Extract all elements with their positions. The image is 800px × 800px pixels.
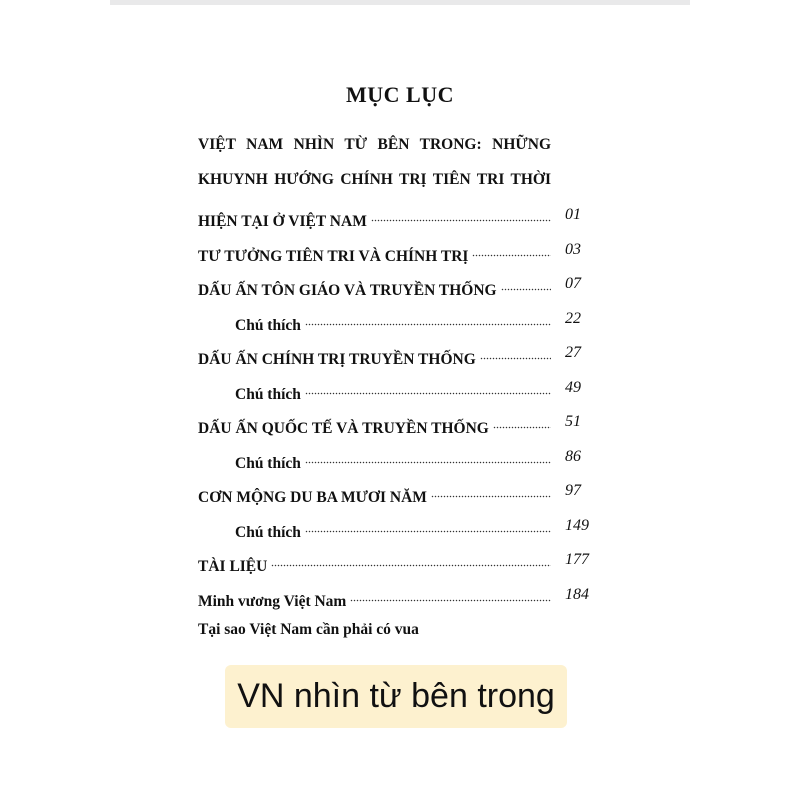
toc-entry-label: Chú thích <box>235 386 301 403</box>
toc-entry-page: 97 <box>565 482 581 499</box>
toc-entry <box>198 342 598 368</box>
toc-entry-page: 49 <box>565 379 581 396</box>
dot-leader <box>350 584 551 606</box>
dot-leader <box>493 411 551 433</box>
toc-entry-page: 86 <box>565 448 581 465</box>
toc-entry-label: Chú thích <box>235 317 301 334</box>
dot-leader <box>501 273 551 295</box>
top-border-bar <box>110 0 690 5</box>
caption-banner <box>225 665 567 728</box>
page-title: MỤC LỤC <box>346 82 454 107</box>
toc-entry-page: 01 <box>565 206 581 223</box>
toc-entry-label: Tại sao Việt Nam cần phải có vua <box>198 621 419 638</box>
toc-entry-notes <box>198 377 598 403</box>
toc-entry-page: 149 <box>565 517 589 534</box>
toc-entry <box>198 480 598 506</box>
toc-intro-line-2: KHUYNH HƯỚNG CHÍNH TRỊ TIÊN TRI THỜI <box>198 171 551 188</box>
toc-entry-label: DẤU ẤN CHÍNH TRỊ TRUYỀN THỐNG <box>198 351 476 368</box>
toc-entry-label: DẤU ẤN TÔN GIÁO VÀ TRUYỀN THỐNG <box>198 282 497 299</box>
toc-entry-page: 51 <box>565 413 581 430</box>
toc-entry <box>198 239 598 265</box>
toc-entry <box>198 273 598 299</box>
toc-entry-notes <box>198 308 598 334</box>
toc-entry-page: 184 <box>565 586 589 603</box>
toc-entry <box>198 411 598 437</box>
toc-entry-label: HIỆN TẠI Ở VIỆT NAM <box>198 213 367 230</box>
toc-entry-page: 03 <box>565 241 581 258</box>
toc-last-line <box>198 619 598 641</box>
dot-leader <box>305 308 551 330</box>
dot-leader <box>431 480 551 502</box>
toc-entry <box>198 204 598 230</box>
toc-entry <box>198 549 598 575</box>
dot-leader <box>480 342 551 364</box>
dot-leader <box>371 204 551 226</box>
toc-entry-label: TƯ TƯỞNG TIÊN TRI VÀ CHÍNH TRỊ <box>198 248 469 265</box>
toc-entry-page: 177 <box>565 551 589 568</box>
dot-leader <box>271 549 551 571</box>
dot-leader <box>472 239 551 261</box>
toc-entry-label: Chú thích <box>235 455 301 472</box>
toc-entry <box>198 584 598 610</box>
caption-text: VN nhìn từ bên trong <box>237 677 555 715</box>
toc-entry-label: DẤU ẤN QUỐC TẾ VÀ TRUYỀN THỐNG <box>198 420 489 437</box>
toc-entry-notes <box>198 446 598 472</box>
toc-entry-label: Minh vương Việt Nam <box>198 593 347 610</box>
toc-entry-page: 07 <box>565 275 581 292</box>
toc-intro-line-1: VIỆT NAM NHÌN TỪ BÊN TRONG: NHỮNG <box>198 136 551 153</box>
toc-entry-label: CƠN MỘNG DU BA MƯƠI NĂM <box>198 489 427 506</box>
toc-entry-label: Chú thích <box>235 524 301 541</box>
toc-entry-notes <box>198 515 598 541</box>
dot-leader <box>305 515 551 537</box>
dot-leader <box>305 377 551 399</box>
dot-leader <box>305 446 551 468</box>
toc-entry-page: 27 <box>565 344 581 361</box>
toc-entry-page: 22 <box>565 310 581 327</box>
toc-entry-label: TÀI LIỆU <box>198 558 268 575</box>
